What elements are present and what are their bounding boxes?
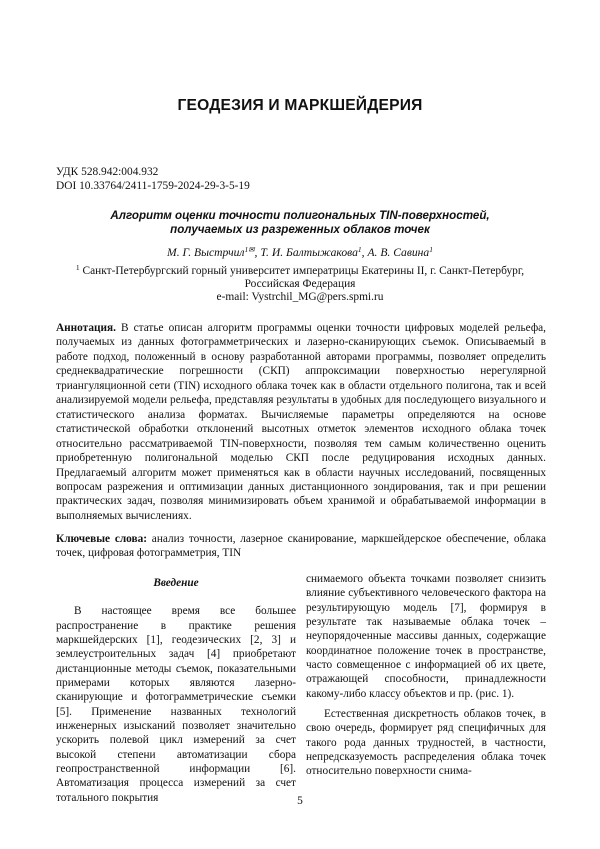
author-affiliation-mark: 1✉ bbox=[244, 245, 255, 254]
author-affiliation-mark: 1 bbox=[357, 245, 362, 254]
udk-code: УДК 528.942:004.932 bbox=[56, 166, 159, 178]
article-title-line-1: Алгоритм оценки точности полигональных TIN-поверхностей, bbox=[110, 209, 490, 222]
keywords-label: Ключевые слова: bbox=[56, 533, 148, 545]
right-column bbox=[306, 572, 546, 779]
section-title: ГЕОДЕЗИЯ И МАРКШЕЙДЕРИЯ bbox=[177, 97, 423, 114]
body-paragraph: снимаемого объекта точками позволяет снизить влияние субъективного человеческого фактора на результирующую модель [7], формируя в результате так называемые облака точек – неупорядоченные массивы данных, содержащие координатное положение точек в пространстве, часто совмещенное с информацией об их цвете, отражающей способности, принадлежности какому-либо классу объектов и пр. (рис. 1). bbox=[306, 573, 546, 700]
body-paragraph: Естественная дискретность облаков точек, в свою очередь, формирует ряд специфичных для такого рода данных трудностей, в частности, непредсказуемость распределения облака точек относительно поверхности снима- bbox=[306, 708, 546, 778]
affiliation bbox=[40, 265, 560, 305]
abstract-text: В статье описан алгоритм программы оценки точности цифровых моделей рельефа, получаемых из данных фотограмметрических и лазерно-сканирующих съемок. Описываемый в работе подход, положенный в основу разработанной авторами программы, позволяет определить среднеквадратические погрешности (СКП) аппроксимации поверхностью нерегулярной триангуляционной сети (TIN) исходного облака точек как в области отдельного полигона, так и всей анализируемой модели рельефа, представляя результаты в удобных для последующего визуального и статистического анализа форматах. Вычисляемые параметры определяются на основе статистической обработки отклонений высотных отметок элементов исходного облака точек относительно рассматриваемой TIN-поверхности, позволяя тем самым количественно оценить приобретенную полигональной моделью СКП после редуцирования исходных данных. Предлагаемый алгоритм может применяться как в области научных исследований, посвященных вопросам разрежения и оптимизации данных дистанционного зондирования, так и при решении практических задач, позволяя минимизировать объем хранимой и обрабатываемой информации в выполняемых вычислениях. bbox=[56, 322, 546, 522]
doi: DOI 10.33764/2411-1759-2024-29-3-5-19 bbox=[56, 179, 250, 192]
abstract-label: Аннотация. bbox=[56, 322, 116, 334]
left-column bbox=[56, 576, 296, 805]
author-separator: , bbox=[254, 246, 261, 259]
affiliation-mark: 1 bbox=[75, 263, 80, 272]
keywords bbox=[56, 532, 546, 560]
author-affiliation-mark: 1 bbox=[429, 245, 433, 254]
author-list bbox=[0, 246, 600, 261]
author-name: Т. И. Балтыжакова bbox=[260, 246, 358, 259]
affiliation-line-2: Российская Федерация bbox=[244, 278, 356, 291]
author-name: М. Г. Выстрчил bbox=[167, 246, 245, 259]
abstract bbox=[56, 321, 546, 523]
contact-email[interactable]: e-mail: Vystrchil_MG@pers.spmi.ru bbox=[216, 291, 384, 304]
author-separator: , bbox=[361, 246, 368, 259]
page-number: 5 bbox=[297, 795, 303, 807]
article-title-line-2: получаемых из разреженных облаков точек bbox=[170, 223, 430, 236]
body-paragraph: В настоящее время все большее распространение в практике решения маркшейдерских [1], геодезических [2, 3] и землеустроительных задач [4] приобретают дистанционные методы съемок, показательными примерами которых являются лазерно-сканирующие и фотограмметрические съемки [5]. Применение названных технологий инженерных изысканий позволяет значительно ускорить полевой цикл измерений за счет высокой степени автоматизации сбора геопространственной информации [6]. Автоматизация процесса измерений за счет тотального покрытия bbox=[56, 605, 296, 804]
author-name: А. В. Савина bbox=[367, 246, 430, 259]
keywords-text: анализ точности, лазерное сканирование, маркшейдерское обеспечение, облака точек, цифровая фотограмметрия, TIN bbox=[56, 533, 546, 560]
article-meta bbox=[56, 166, 250, 193]
introduction-heading: Введение bbox=[153, 577, 199, 589]
article-title bbox=[0, 209, 600, 237]
affiliation-line-1: Санкт-Петербургский горный университет императрицы Екатерины II, г. Санкт-Петербург, bbox=[79, 265, 525, 277]
